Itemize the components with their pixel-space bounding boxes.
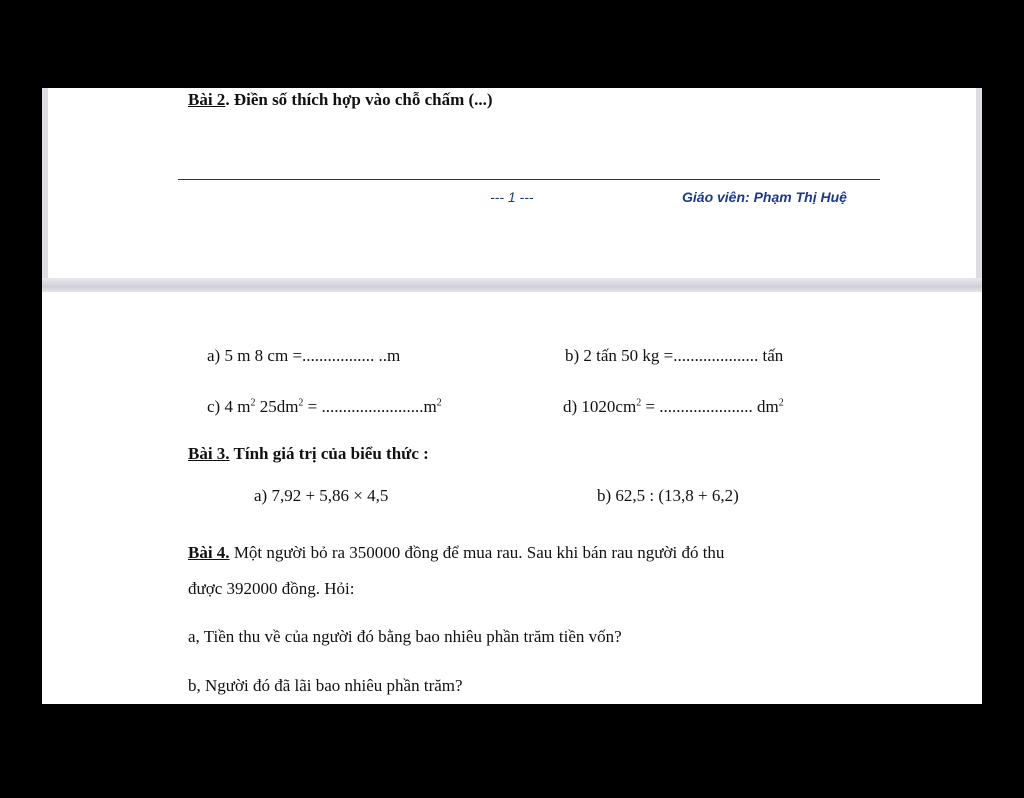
bai2-item-c: [207, 398, 442, 415]
bai3-item-b: b) 62,5 : (13,8 + 6,2): [597, 486, 739, 505]
bai2-d-part1: d) 1020cm: [563, 397, 637, 416]
bai4-text-line1: Một người bỏ ra 350000 đồng để mua rau. Sau khi bán rau người đó thu: [229, 543, 725, 562]
bai2-c-part3: = ........................m: [303, 397, 437, 416]
bai3-heading: [188, 445, 429, 462]
teacher-name: Giáo viên: Phạm Thị Huệ: [682, 189, 847, 205]
page-top-sheet: [42, 88, 982, 278]
page-number: --- 1 ---: [490, 189, 534, 205]
bai4-number: Bài 4.: [188, 543, 230, 562]
sq-sup: 2: [298, 397, 304, 409]
page-separator: [42, 278, 982, 292]
bai4-question-a: a, Tiền thu về của người đó bằng bao nhiêu phần trăm tiền vốn?: [188, 627, 622, 646]
bai2-item-a: a) 5 m 8 cm =................. ..m: [207, 346, 401, 365]
bai4-line2: được 392000 đồng. Hỏi:: [188, 579, 355, 598]
bai4-question-b: b, Người đó đã lãi bao nhiêu phần trăm?: [188, 676, 463, 695]
sheet-right-edge: [976, 88, 982, 278]
bai2-number: Bài 2: [188, 90, 226, 109]
bai2-c-part2: 25dm: [255, 397, 299, 416]
bai2-item-b: b) 2 tấn 50 kg =.................... tấn: [565, 346, 784, 365]
sq-sup: 2: [436, 397, 442, 409]
footer-rule: [178, 179, 880, 180]
sq-sup: 2: [250, 397, 256, 409]
bai2-d-part2: = ...................... dm: [641, 397, 779, 416]
bai3-number: Bài 3.: [188, 444, 230, 463]
sheet-left-edge: [42, 88, 48, 278]
bai3-item-a: a) 7,92 + 5,86 × 4,5: [254, 486, 389, 505]
bai4-line1: [188, 544, 724, 561]
bai3-instruction: Tính giá trị của biểu thức :: [229, 444, 429, 463]
bai2-instruction: . Điền số thích hợp vào chỗ chấm (...): [225, 90, 493, 109]
sq-sup: 2: [778, 397, 784, 409]
sq-sup: 2: [636, 397, 642, 409]
bai2-heading: [188, 91, 493, 108]
bai2-c-part1: c) 4 m: [207, 397, 251, 416]
bai2-item-d: [563, 398, 784, 415]
